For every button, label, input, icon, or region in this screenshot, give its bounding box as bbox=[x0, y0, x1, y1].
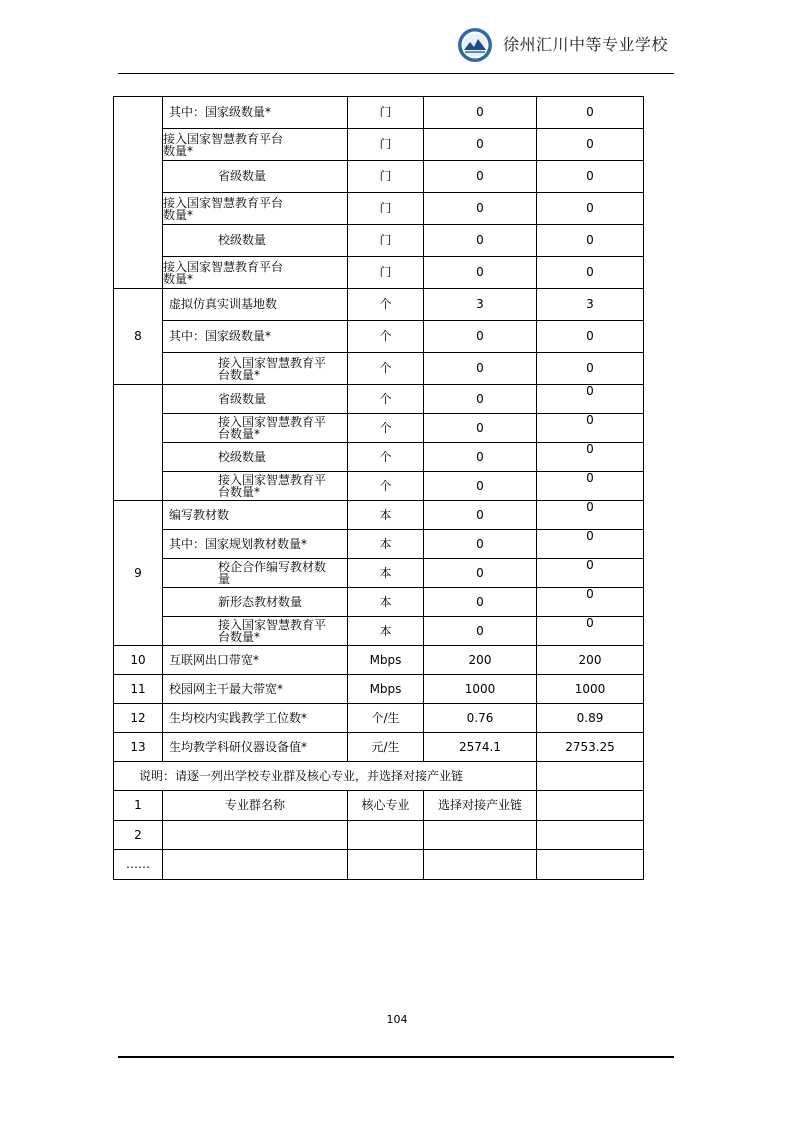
empty-cell bbox=[163, 821, 348, 850]
value-cell: 0 bbox=[424, 321, 537, 353]
value-cell: 0 bbox=[537, 530, 644, 559]
value-cell: 0 bbox=[424, 588, 537, 617]
value-cell: 0 bbox=[537, 129, 644, 161]
unit-cell: 个 bbox=[348, 289, 424, 321]
item-cell: 接入国家智慧教育平台 数量* bbox=[163, 193, 348, 225]
value-cell: 200 bbox=[537, 646, 644, 675]
item-cell: 生均教学科研仪器设备值* bbox=[163, 733, 348, 762]
value-cell: 0 bbox=[424, 617, 537, 646]
value-cell: 0 bbox=[537, 414, 644, 443]
unit-cell: 门 bbox=[348, 129, 424, 161]
value-cell: 0 bbox=[424, 501, 537, 530]
row-number-cell: 12 bbox=[114, 704, 163, 733]
unit-cell: Mbps bbox=[348, 646, 424, 675]
value-cell: 0 bbox=[424, 414, 537, 443]
unit-cell: 门 bbox=[348, 225, 424, 257]
table-row bbox=[114, 675, 644, 704]
value-cell: 0 bbox=[424, 472, 537, 501]
empty-cell bbox=[348, 850, 424, 880]
value-cell: 0 bbox=[424, 129, 537, 161]
value-cell: 0 bbox=[537, 501, 644, 530]
item-cell: 新形态教材数量 bbox=[163, 588, 348, 617]
table-row bbox=[114, 559, 644, 588]
table-row bbox=[114, 821, 644, 850]
table-row bbox=[114, 225, 644, 257]
unit-cell: 个 bbox=[348, 443, 424, 472]
unit-cell: 本 bbox=[348, 588, 424, 617]
empty-cell bbox=[348, 821, 424, 850]
value-cell: 0 bbox=[537, 193, 644, 225]
row-number-cell: 8 bbox=[114, 289, 163, 385]
unit-cell: 本 bbox=[348, 559, 424, 588]
unit-cell: 个 bbox=[348, 353, 424, 385]
value-cell: 0 bbox=[424, 97, 537, 129]
table-row bbox=[114, 733, 644, 762]
table-row bbox=[114, 193, 644, 225]
empty-cell bbox=[537, 821, 644, 850]
item-cell: 校级数量 bbox=[163, 443, 348, 472]
unit-cell: 个 bbox=[348, 414, 424, 443]
value-cell: 0 bbox=[537, 559, 644, 588]
value-cell: 0 bbox=[424, 559, 537, 588]
item-cell: 接入国家智慧教育平台 数量* bbox=[163, 257, 348, 289]
row-number-cell: 2 bbox=[114, 821, 163, 850]
unit-cell: 本 bbox=[348, 617, 424, 646]
item-cell: 互联网出口带宽* bbox=[163, 646, 348, 675]
value-cell: 0 bbox=[537, 617, 644, 646]
item-cell: 省级数量 bbox=[163, 385, 348, 414]
item-cell: 其中：国家规划教材数量* bbox=[163, 530, 348, 559]
item-cell: 其中：国家级数量* bbox=[163, 321, 348, 353]
table-row bbox=[114, 97, 644, 129]
table-row bbox=[114, 646, 644, 675]
header-divider bbox=[118, 73, 674, 74]
row-number-cell: 11 bbox=[114, 675, 163, 704]
table-row bbox=[114, 588, 644, 617]
item-cell: 接入国家智慧教育平 台数量* bbox=[163, 353, 348, 385]
value-cell: 0 bbox=[424, 385, 537, 414]
value-cell: 2753.25 bbox=[537, 733, 644, 762]
table-row bbox=[114, 530, 644, 559]
unit-cell: 门 bbox=[348, 193, 424, 225]
value-cell: 0 bbox=[537, 472, 644, 501]
item-cell: 校企合作编写教材数 量 bbox=[163, 559, 348, 588]
page-number: 104 bbox=[386, 1013, 408, 1026]
unit-cell: 个 bbox=[348, 385, 424, 414]
value-cell: 1000 bbox=[537, 675, 644, 704]
row-number-cell bbox=[114, 97, 163, 289]
unit-cell: 门 bbox=[348, 97, 424, 129]
table-row bbox=[114, 617, 644, 646]
table-row bbox=[114, 443, 644, 472]
row-number-cell bbox=[114, 385, 163, 501]
empty-cell bbox=[537, 791, 644, 821]
table-row bbox=[114, 289, 644, 321]
note-row bbox=[114, 762, 644, 791]
value-cell: 0 bbox=[537, 225, 644, 257]
value-cell: 0 bbox=[537, 588, 644, 617]
value-cell: 0 bbox=[424, 193, 537, 225]
value-cell: 3 bbox=[424, 289, 537, 321]
value-cell: 0 bbox=[424, 225, 537, 257]
item-cell: 接入国家智慧教育平 台数量* bbox=[163, 617, 348, 646]
value-cell: 200 bbox=[424, 646, 537, 675]
empty-cell bbox=[424, 850, 537, 880]
item-cell: 接入国家智慧教育平 台数量* bbox=[163, 414, 348, 443]
table-row bbox=[114, 501, 644, 530]
table-row bbox=[114, 129, 644, 161]
table-row bbox=[114, 353, 644, 385]
value-cell: 0 bbox=[424, 257, 537, 289]
value-cell: 0 bbox=[537, 97, 644, 129]
unit-cell: Mbps bbox=[348, 675, 424, 704]
table-row bbox=[114, 704, 644, 733]
unit-cell: 本 bbox=[348, 530, 424, 559]
column-header-core: 核心专业 bbox=[348, 791, 424, 821]
sub-header-row bbox=[114, 791, 644, 821]
item-cell: 其中：国家级数量* bbox=[163, 97, 348, 129]
unit-cell: 个/生 bbox=[348, 704, 424, 733]
table-row bbox=[114, 257, 644, 289]
unit-cell: 本 bbox=[348, 501, 424, 530]
item-cell: 校级数量 bbox=[163, 225, 348, 257]
unit-cell: 元/生 bbox=[348, 733, 424, 762]
item-cell: 接入国家智慧教育平台 数量* bbox=[163, 129, 348, 161]
item-cell: 编写教材数 bbox=[163, 501, 348, 530]
row-number-cell: 1 bbox=[114, 791, 163, 821]
value-cell: 0 bbox=[537, 161, 644, 193]
unit-cell: 门 bbox=[348, 257, 424, 289]
item-cell: 省级数量 bbox=[163, 161, 348, 193]
empty-cell bbox=[537, 850, 644, 880]
empty-cell bbox=[424, 821, 537, 850]
value-cell: 0 bbox=[424, 530, 537, 559]
row-number-cell: 9 bbox=[114, 501, 163, 646]
row-number-cell: 10 bbox=[114, 646, 163, 675]
item-cell: 接入国家智慧教育平 台数量* bbox=[163, 472, 348, 501]
note-cell: 说明：请逐一列出学校专业群及核心专业，并选择对接产业链 bbox=[114, 762, 537, 791]
table-row bbox=[114, 161, 644, 193]
value-cell: 0.76 bbox=[424, 704, 537, 733]
value-cell: 3 bbox=[537, 289, 644, 321]
table-row bbox=[114, 414, 644, 443]
table-row bbox=[114, 385, 644, 414]
row-number-cell: …… bbox=[114, 850, 163, 880]
school-name: 徐州汇川中等专业学校 bbox=[503, 35, 669, 54]
table-row bbox=[114, 472, 644, 501]
table-row bbox=[114, 850, 644, 880]
column-header-group: 专业群名称 bbox=[163, 791, 348, 821]
value-cell: 1000 bbox=[424, 675, 537, 704]
value-cell: 0.89 bbox=[537, 704, 644, 733]
value-cell: 0 bbox=[424, 161, 537, 193]
row-number-cell: 13 bbox=[114, 733, 163, 762]
empty-cell bbox=[163, 850, 348, 880]
item-cell: 虚拟仿真实训基地数 bbox=[163, 289, 348, 321]
item-cell: 校园网主干最大带宽* bbox=[163, 675, 348, 704]
value-cell: 0 bbox=[537, 385, 644, 414]
school-logo-icon bbox=[457, 27, 493, 63]
value-cell: 0 bbox=[537, 257, 644, 289]
value-cell: 0 bbox=[537, 321, 644, 353]
item-cell: 生均校内实践教学工位数* bbox=[163, 704, 348, 733]
table-row bbox=[114, 321, 644, 353]
value-cell: 0 bbox=[424, 353, 537, 385]
statistics-table bbox=[113, 96, 644, 880]
value-cell: 2574.1 bbox=[424, 733, 537, 762]
page-header bbox=[0, 0, 794, 80]
unit-cell: 个 bbox=[348, 472, 424, 501]
value-cell: 0 bbox=[424, 443, 537, 472]
footer-divider bbox=[118, 1056, 674, 1058]
value-cell: 0 bbox=[537, 353, 644, 385]
unit-cell: 个 bbox=[348, 321, 424, 353]
unit-cell: 门 bbox=[348, 161, 424, 193]
column-header-chain: 选择对接产业链 bbox=[424, 791, 537, 821]
value-cell: 0 bbox=[537, 443, 644, 472]
empty-cell bbox=[537, 762, 644, 791]
